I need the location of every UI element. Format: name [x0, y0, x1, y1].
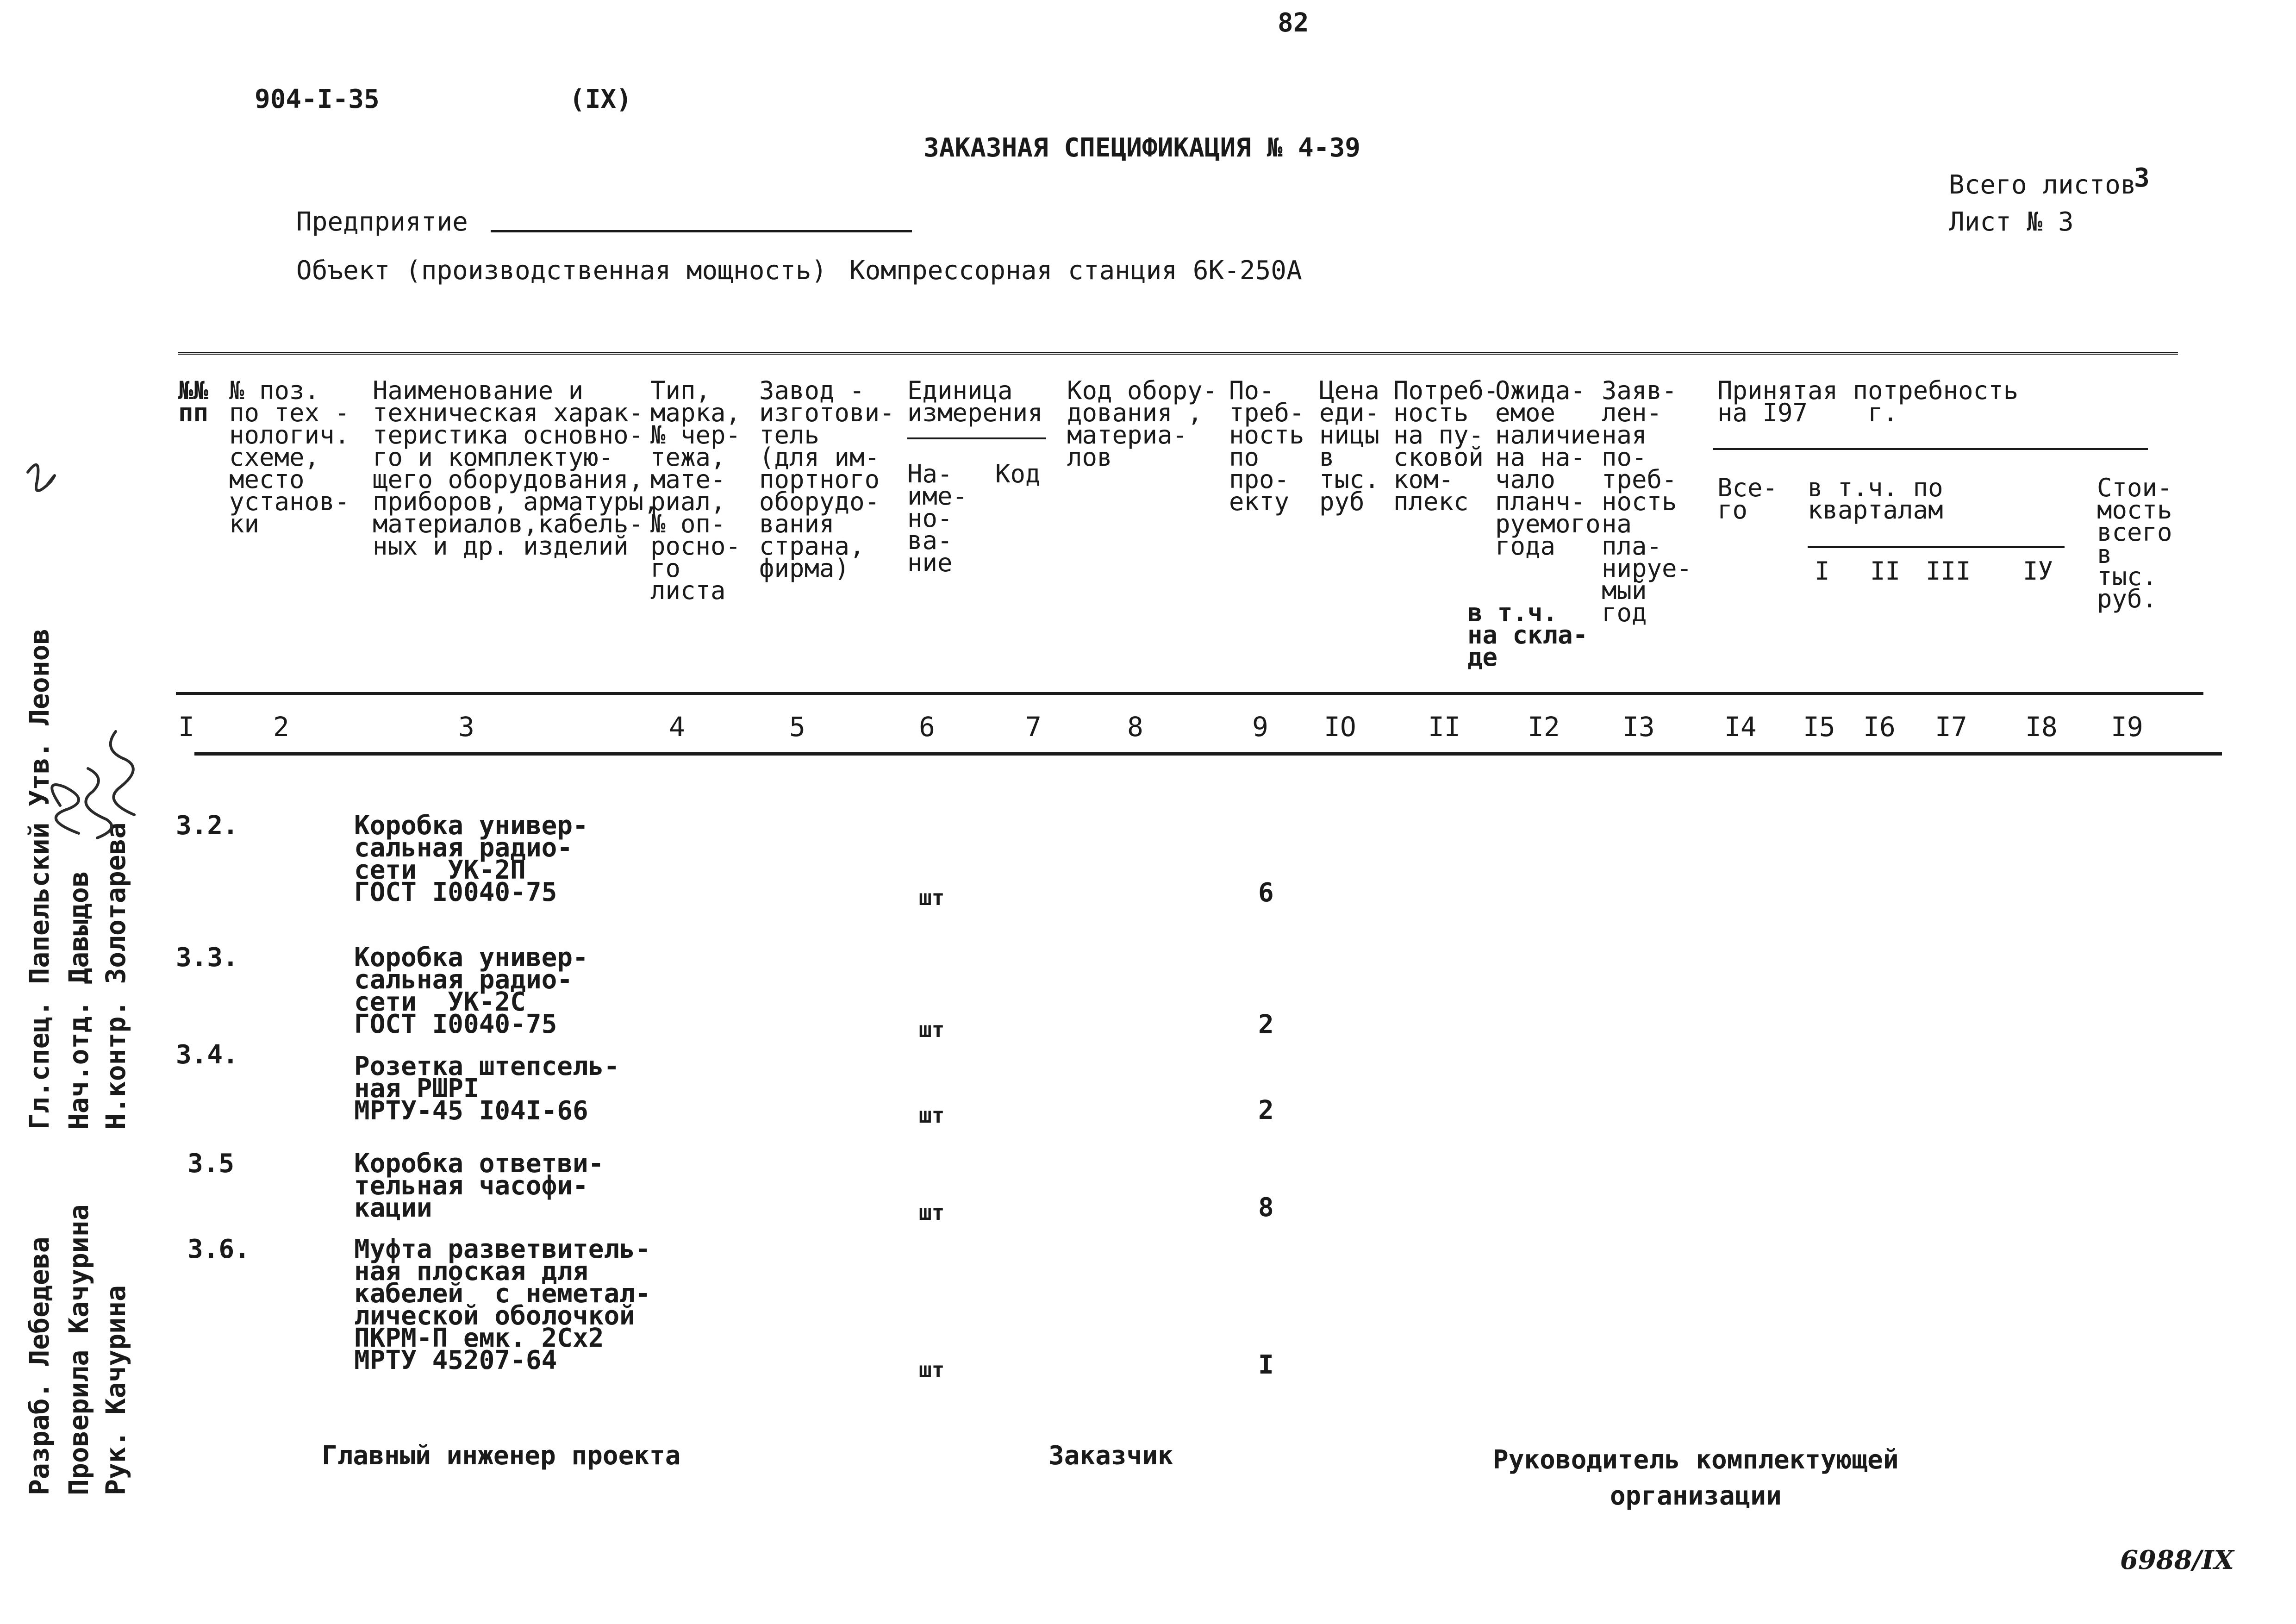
column-number-10: IO [1324, 711, 1356, 743]
object-value: Компрессорная станция 6К-250А [849, 256, 1302, 286]
column-number-16: I6 [1863, 711, 1896, 743]
column-number-2: 2 [273, 711, 289, 743]
corner-note: 6988/IX [2120, 1545, 2234, 1575]
stamp-line-4: Разраб. Лебедева [24, 1237, 55, 1495]
col-4-header: Тип, марка, № чер- тежа, мате- риал, № оп- росно- го листа [650, 376, 741, 605]
sheets-total-value: 3 [2134, 163, 2150, 193]
column-number-8: 8 [1127, 711, 1143, 743]
enterprise-label: Предприятие [296, 207, 468, 237]
quarter-2-header: II [1870, 556, 1901, 586]
header-bottom-rule [176, 692, 2203, 695]
quarters-rule [1808, 546, 2065, 548]
col-7-header: Код [995, 459, 1041, 488]
column-number-17: I7 [1935, 711, 1967, 743]
row-3-3-qty: 2 [1258, 1010, 1274, 1040]
column-number-14: I4 [1724, 711, 1757, 743]
column-number-19: I9 [2111, 711, 2143, 743]
row-3-3-name: Коробка универ- сальная радио- сети УК-2С ГОСТ I0040-75 [354, 943, 588, 1039]
row-3-2-qty: 6 [1258, 878, 1274, 908]
sheets-total-label: Всего листов [1949, 170, 2136, 200]
sheet-label: Лист № 3 [1949, 207, 2074, 237]
col-9-header: По- треб- ность по про- екту [1229, 376, 1304, 516]
row-3-6-unit: шт [919, 1357, 945, 1382]
column-number-6: 6 [919, 711, 935, 743]
col-15-group-header: в т.ч. по кварталам [1808, 473, 1943, 525]
column-number-11: II [1428, 711, 1460, 743]
col-12-header: Ожида- емое наличие на на- чало планч- руемого года [1495, 376, 1601, 561]
column-number-18: I8 [2025, 711, 2058, 743]
row-3-4-unit: шт [919, 1103, 945, 1128]
column-number-1: I [178, 711, 194, 743]
col-19-header: Стои- мость всего в тыс. руб. [2097, 473, 2172, 613]
col-2-header: № поз. по тех - нологич. схеме, место установ- ки [229, 376, 350, 538]
col-6-header: На- име- но- ва- ние [907, 459, 968, 577]
row-3-2-pos: 3.2. [176, 811, 238, 841]
signature-scribbles [0, 444, 153, 1231]
row-3-6-qty: I [1258, 1350, 1274, 1380]
col-8-header: Код обору- дования , материа- лов [1067, 376, 1218, 472]
column-number-7: 7 [1025, 711, 1042, 743]
col-14-group-header: Принятая потребность на I97 г. [1717, 376, 2019, 427]
col-12-sub-header: в т.ч. на скла- де [1467, 598, 1588, 672]
col-3-header: Наименование и техническая харак- теристика основно- го и комплектую- щего оборудования, приборов, арматуры, материалов,кабель- ных и др. изделий [373, 376, 659, 561]
col-10-header: Цена еди- ницы в тыс. руб [1319, 376, 1380, 516]
col-11-header: Потреб- ность на пу- сковой ком- плекс [1393, 376, 1499, 516]
document-title: ЗАКАЗНАЯ СПЕЦИФИКАЦИЯ № 4-39 [923, 133, 1361, 163]
column-number-13: I3 [1622, 711, 1655, 743]
col-5-header: Завод - изготови- тель (для им- портного оборудо- вания страна, фирма) [759, 376, 895, 583]
table-top-rule [178, 352, 2178, 355]
row-3-5-pos: 3.5 [187, 1149, 235, 1179]
quarter-4-header: IУ [2023, 556, 2053, 586]
column-numbers-rule [194, 752, 2222, 756]
quarter-3-header: III [1926, 556, 1971, 586]
row-3-6-name: Муфта разветвитель- ная плоская для кабелей с неметал- лической оболочкой ПКРМ-П емк. 2Сх2 МРТУ 45207-64 [354, 1234, 651, 1375]
column-number-5: 5 [789, 711, 805, 743]
col-14-group-rule [1713, 448, 2148, 450]
row-3-5-qty: 8 [1258, 1193, 1274, 1223]
row-3-6-pos: 3.6. [187, 1234, 250, 1264]
customer-label: Заказчик [1048, 1441, 1173, 1471]
stamp-line-3: Н.контр. Золотарева [100, 822, 131, 1130]
col-14-header: Все- го [1717, 473, 1778, 525]
row-3-5-unit: шт [919, 1200, 945, 1225]
column-number-9: 9 [1252, 711, 1268, 743]
row-3-4-qty: 2 [1258, 1095, 1274, 1125]
row-3-2-unit: шт [919, 885, 945, 910]
stamp-line-2: Нач.отд. Давыдов [63, 871, 94, 1130]
head-org-label: Руководитель комплектующей организации [1493, 1445, 1899, 1511]
col-6-group-rule [907, 437, 1046, 439]
page-number: 82 [1278, 8, 1309, 38]
enterprise-underline [491, 230, 912, 232]
chief-engineer-label: Главный инженер проекта [322, 1441, 681, 1471]
row-3-5-name: Коробка ответви- тельная часофи- кации [354, 1149, 604, 1223]
row-3-3-unit: шт [919, 1017, 945, 1042]
col-1-header: №№ пп [178, 376, 209, 427]
col-6-group-header: Единица измерения [907, 376, 1043, 427]
row-3-3-pos: 3.3. [176, 943, 238, 973]
column-number-3: 3 [458, 711, 474, 743]
object-label: Объект (производственная мощность) [296, 256, 827, 286]
doc-volume: (IX) [569, 84, 632, 114]
row-3-2-name: Коробка универ- сальная радио- сети УК-2П ГОСТ I0040-75 [354, 811, 588, 907]
row-3-4-name: Розетка штепсель- ная РШРI МРТУ-45 I04I-66 [354, 1051, 620, 1126]
column-number-12: I2 [1528, 711, 1560, 743]
quarter-1-header: I [1815, 556, 1830, 586]
doc-code: 904-I-35 [255, 84, 380, 114]
stamp-line-1: Гл.спец. Папельский Утв. Леонов [24, 628, 55, 1130]
column-number-4: 4 [669, 711, 685, 743]
stamp-line-5: Проверила Качурина [63, 1204, 94, 1495]
column-number-15: I5 [1803, 711, 1835, 743]
col-13-header: Заяв- лен- ная по- треб- ность на пла- нируе- мый год [1602, 376, 1692, 627]
row-3-4-pos: 3.4. [176, 1040, 238, 1070]
stamp-line-6: Рук. Качурина [100, 1285, 131, 1495]
